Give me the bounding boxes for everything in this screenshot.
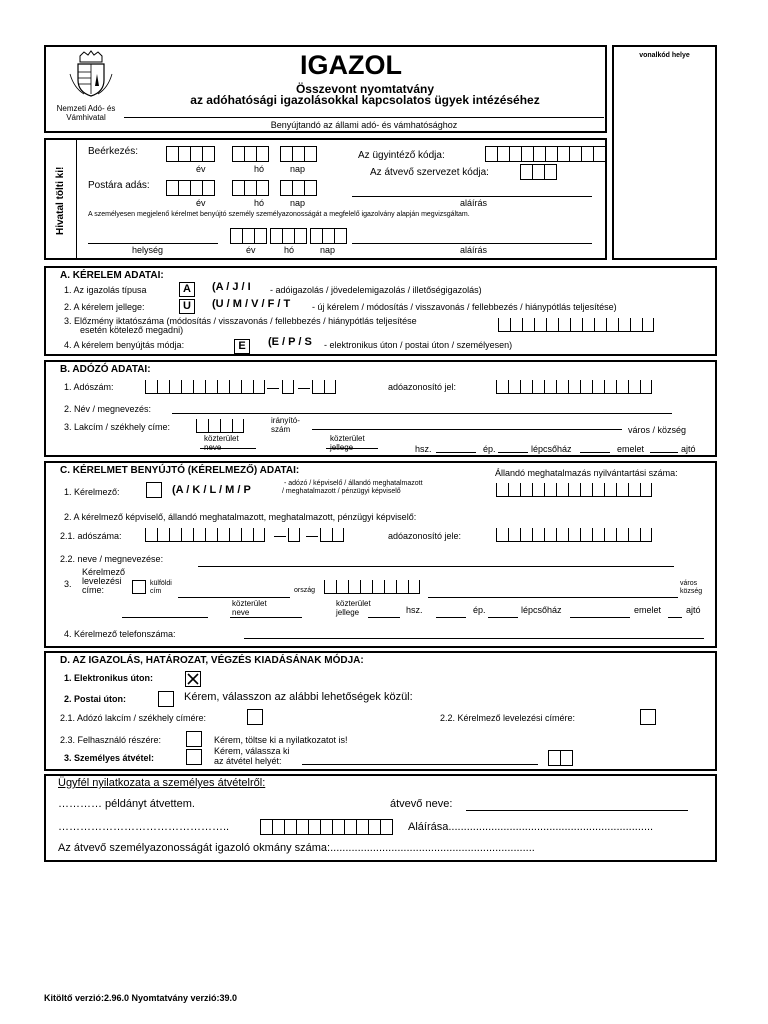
taxpayer-house-label: hsz. [415,444,432,454]
place-line[interactable] [88,243,218,244]
posted-day-boxes[interactable] [280,180,317,196]
mailing-street-name-label: közterület neve [232,599,267,617]
tax-number-dash-1 [267,388,279,389]
declaration-dots: ……………………………………….. [58,821,230,833]
mailing-address-num: 3. [64,579,72,589]
sign-day-boxes[interactable] [310,228,347,244]
country-label: ország [294,587,316,594]
posted-month-boxes[interactable] [232,180,269,196]
personal-pickup-hint: Kérem, válassza ki az átvétel helyét: [214,746,290,766]
section-d-title: D. AZ IGAZOLÁS, HATÁROZAT, VÉGZÉS KIADÁSÁNAK MÓDJA: [60,655,364,666]
applicant-type-box[interactable] [146,482,162,498]
user-delivery-label: 2.3. Felhasználó részére: [60,735,162,745]
signature-label-2: aláírás [460,245,488,255]
form-title: IGAZOL [300,50,402,80]
submit-mode-value[interactable]: E [234,339,250,354]
foreign-address-label: külföldi cím [150,580,172,595]
check-x-icon [186,672,200,686]
office-use-side-label: Hivatal tölti ki! [55,166,66,235]
taxpayer-address-delivery-label: 2.1. Adózó lakcím / székhely címére: [60,713,207,723]
clerk-code-label: Az ügyintéző kódja: [358,150,445,161]
user-delivery-hint: Kérem, töltse ki a nyilatkozatot is! [214,735,348,745]
rep-tax-id-boxes[interactable] [496,528,652,542]
mailing-door-label: ajtó [686,605,701,615]
form-subtitle-2: az adóhatósági igazolásokkal kapcsolatos ügyek intézéséhez [190,93,540,107]
org-code-boxes[interactable] [520,164,557,180]
mailing-floor-label: emelet [634,605,662,615]
taxpayer-floor-line[interactable] [650,452,678,453]
applicant-codes: (A / K / L / M / P [172,484,251,496]
prior-ref-label-2: esetén kötelező megadni) [80,325,184,335]
declaration-date-boxes[interactable] [260,819,393,835]
taxpayer-building-label: ép. [483,444,496,454]
rep-tax-number-dash-2 [306,536,318,537]
applicant-desc-1: - adózó / képviselő / állandó meghatalmazott [284,480,423,487]
cert-type-codes: (A / J / I [212,281,251,293]
mailing-city-label: város község [680,580,703,595]
received-month-boxes[interactable] [232,146,269,162]
phone-label: 4. Kérelmező telefonszáma: [64,629,176,639]
posted-month-label: hó [254,198,265,208]
rep-tax-id-label: adóazonosító jele: [388,531,462,541]
id-document-text: Az átvevő személyazonosságát igazoló okmány száma:................................................................... [58,842,535,854]
declaration-signature: Aláírása................................................................... [408,821,654,833]
received-year-boxes[interactable] [166,146,215,162]
section-a-title: A. KÉRELEM ADATAI: [60,270,164,281]
representative-label: 2. A kérelmező képviselő, állandó meghatalmazott, meghatalmazott, pénzügyi képviselő: [64,512,417,522]
postal-checkbox[interactable] [158,691,174,707]
mailing-stairs-label: lépcsőház [521,605,562,615]
request-kind-value[interactable]: U [179,299,195,314]
request-kind-label: 2. A kérelem jellege: [64,302,145,312]
section-c-title: C. KÉRELMET BENYÚJTÓ (KÉRELMEZŐ) ADATAI: [60,465,300,476]
mailing-pre-line[interactable] [178,597,290,598]
cert-type-label: 1. Az igazolás típusa [64,285,147,295]
mailing-floor-line[interactable] [668,617,682,618]
posted-year-boxes[interactable] [166,180,215,196]
header-divider [124,117,604,118]
request-kind-codes: (U / M / V / F / T [212,298,291,310]
mailing-street-type-label: közterület jellege [336,599,371,617]
rep-tax-number-label: 2.1. adószáma: [60,531,122,541]
sign-year-boxes[interactable] [230,228,267,244]
prior-ref-boxes[interactable] [498,318,654,332]
submit-mode-label: 4. A kérelem benyújtás módja: [64,340,185,350]
recipient-name-line[interactable] [466,810,688,811]
identity-note: A személyesen megjelenő kérelmet benyújtó személy személyazonosságát a megfelelő igazolvány alapján megvizsgáltam. [88,211,470,218]
registry-number-label: Állandó meghatalmazás nyilvántartási száma: [495,468,678,478]
mailing-building-label: ép. [473,605,486,615]
rep-tax-number-boxes-2[interactable] [288,528,300,542]
mailing-pre-street-line[interactable] [122,617,208,618]
taxpayer-city-label: város / község [628,425,687,435]
taxpayer-city-line[interactable] [312,429,622,430]
taxpayer-address-label: 3. Lakcím / székhely címe: [64,422,171,432]
taxpayer-street-name-label: közterület neve [204,434,239,452]
sign-day-label: nap [320,245,336,255]
crest-logo [66,50,116,98]
foreign-address-checkbox[interactable] [132,580,146,594]
barcode-label: vonalkód helye [639,52,690,59]
taxpayer-name-line[interactable] [172,413,672,414]
mailing-house-line[interactable] [436,617,466,618]
taxpayer-stairs-line[interactable] [580,452,610,453]
prior-ref-label: 3. Előzmény iktatószáma (módosítás / visszavonás / fellebbezés / hiánypótlás teljesítése [64,316,417,326]
recipient-name-label: átvevő neve: [390,798,453,810]
tax-id-boxes[interactable] [496,380,652,394]
received-label: Beérkezés: [88,146,139,157]
office-use-divider [76,138,77,260]
mailing-stairs-line[interactable] [570,617,630,618]
mailing-street-name-line[interactable] [230,617,302,618]
section-b-title: B. ADÓZÓ ADATAI: [60,364,151,375]
mailing-city-line[interactable] [428,597,678,598]
taxpayer-door-label: ajtó [681,444,696,454]
tax-number-dash-2 [298,388,310,389]
electronic-label: 1. Elektronikus úton: [64,673,154,683]
signature-line-2[interactable] [352,243,592,244]
applicant-desc-2: / meghatalmazott / pénzügyi képviselő [282,488,401,495]
mailing-building-line[interactable] [488,617,518,618]
sign-year-label: év [246,245,256,255]
taxpayer-floor-label: emelet [617,444,645,454]
submit-mode-desc: - elektronikus úton / postai úton / személyesen) [324,340,513,350]
rep-tax-number-boxes-1[interactable] [145,528,265,542]
phone-line[interactable] [244,638,704,639]
tax-number-boxes-1[interactable] [145,380,265,394]
posted-label: Postára adás: [88,180,150,191]
mailing-address-delivery-checkbox[interactable] [640,709,656,725]
clerk-code-boxes[interactable] [485,146,606,162]
registry-number-boxes[interactable] [496,483,652,497]
posted-day-label: nap [290,198,306,208]
taxpayer-zip-label: irányító- szám [271,416,300,434]
rep-tax-number-boxes-3[interactable] [320,528,344,542]
sign-month-label: hó [284,245,295,255]
tax-number-label: 1. Adószám: [64,382,114,392]
user-delivery-checkbox[interactable] [186,731,202,747]
pickup-code-boxes[interactable] [548,750,573,766]
postal-hint: Kérem, válasszon az alábbi lehetőségek közül: [184,691,413,703]
submit-to-text: Benyújtandó az állami adó- és vámhatósághoz [270,120,458,130]
taxpayer-building-line[interactable] [498,452,528,453]
version-footer: Kitöltő verzió:2.96.0 Nyomtatvány verzió:39.0 [44,993,238,1003]
taxpayer-zip-boxes[interactable] [196,419,244,433]
taxpayer-stairs-label: lépcsőház [531,444,572,454]
mailing-address-delivery-label: 2.2. Kérelmező levelezési címére: [440,713,576,723]
taxpayer-house-line[interactable] [436,452,476,453]
pickup-place-line[interactable] [302,764,538,765]
posted-year-label: év [196,198,206,208]
form-subtitle-1: Összevont nyomtatvány [295,82,435,96]
clerk-signature-line[interactable] [352,196,592,197]
received-day-boxes[interactable] [280,146,317,162]
tax-id-label: adóazonosító jel: [388,382,457,392]
mailing-house-label: hsz. [406,605,423,615]
taxpayer-street-type-label: közterület jellege [330,434,365,452]
cert-type-desc: - adóigazolás / jövedelemigazolás / illetőségigazolás) [270,285,482,295]
taxpayer-address-delivery-checkbox[interactable] [247,709,263,725]
received-year-label: év [196,164,206,174]
mailing-zip-boxes[interactable] [324,580,420,594]
personal-pickup-checkbox[interactable] [186,749,202,765]
tax-number-boxes-3[interactable] [312,380,336,394]
rep-name-line[interactable] [198,566,674,567]
rep-name-label: 2.2. neve / megnevezése: [60,554,164,564]
barcode-box [612,45,717,260]
received-month-label: hó [254,164,265,174]
office-name: Nemzeti Adó- és Vámhivatal [56,104,116,122]
electronic-checkbox[interactable] [185,671,201,687]
taxpayer-name-label: 2. Név / megnevezés: [64,404,152,414]
place-label: helység [132,245,164,255]
sign-month-boxes[interactable] [270,228,307,244]
request-kind-desc: - új kérelem / módosítás / visszavonás / fellebbezés / hiánypótlás teljesítése) [312,302,617,312]
declaration-title: Ügyfél nyilatkozata a személyes átvételről: [58,777,266,789]
cert-type-value[interactable]: A [179,282,195,297]
applicant-label: 1. Kérelmező: [64,487,120,497]
submit-mode-codes: (E / P / S [268,336,312,348]
received-day-label: nap [290,164,306,174]
personal-pickup-label: 3. Személyes átvétel: [64,753,155,763]
mailing-street-type-line[interactable] [368,617,400,618]
postal-label: 2. Postai úton: [64,694,127,704]
org-code-label: Az átvevő szervezet kódja: [370,167,489,178]
mailing-address-label: Kérelmező levelezési címe: [82,567,126,595]
clerk-signature-label: aláírás [460,198,488,208]
rep-tax-number-dash-1 [274,536,286,537]
copies-received-text: ………… példányt átvettem. [58,798,195,810]
tax-number-boxes-2[interactable] [282,380,294,394]
